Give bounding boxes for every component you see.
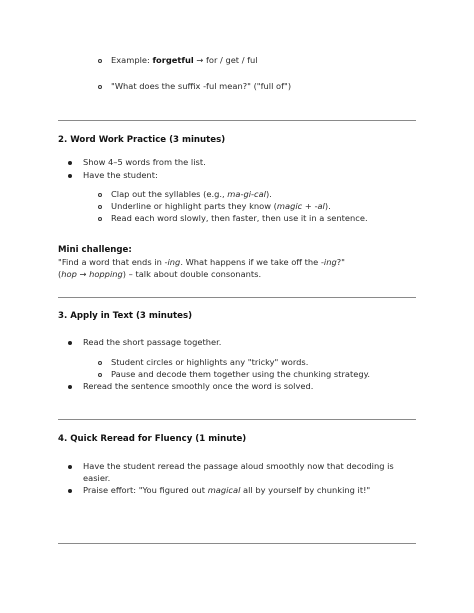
section-divider bbox=[58, 419, 416, 420]
sub-bullet-ring bbox=[98, 373, 102, 377]
bullet-dot bbox=[68, 341, 72, 345]
suffix-question: "What does the suffix -ful mean?" ("full of") bbox=[111, 81, 292, 91]
section3-sub1: Student circles or highlights any "tricky" words. bbox=[111, 357, 309, 367]
section3-bullet1: Read the short passage together. bbox=[83, 337, 222, 347]
mini-challenge-heading: Mini challenge: bbox=[58, 245, 132, 255]
section2-sub2: Underline or highlight parts they know (magic + -al). bbox=[111, 201, 331, 211]
section3-sub2: Pause and decode them together using the chunking strategy. bbox=[111, 369, 370, 379]
section3-bullet2: Reread the sentence smoothly once the word is solved. bbox=[83, 381, 314, 391]
section2-sub1: Clap out the syllables (e.g., ma-gi-cal). bbox=[111, 189, 272, 199]
sub-bullet-ring bbox=[98, 59, 102, 63]
sub-bullet-ring bbox=[98, 217, 102, 221]
section-divider bbox=[58, 543, 416, 544]
mini-challenge-line1: "Find a word that ends in -ing. What happens if we take off the -ing?" bbox=[58, 257, 345, 267]
sub-bullet-ring bbox=[98, 85, 102, 89]
section2-bullet1: Show 4–5 words from the list. bbox=[83, 157, 206, 167]
section3-heading: 3. Apply in Text (3 minutes) bbox=[58, 311, 192, 321]
section2-sub3: Read each word slowly, then faster, then use it in a sentence. bbox=[111, 213, 368, 223]
section2-bullet2: Have the student: bbox=[83, 170, 158, 180]
sub-bullet-ring bbox=[98, 205, 102, 209]
sub-bullet-ring bbox=[98, 193, 102, 197]
bullet-dot bbox=[68, 161, 72, 165]
bullet-dot bbox=[68, 489, 72, 493]
section4-bullet1-line1: Have the student reread the passage aloud smoothly now that decoding is bbox=[83, 461, 394, 471]
bullet-dot bbox=[68, 465, 72, 469]
mini-challenge-line2: (hop → hopping) – talk about double consonants. bbox=[58, 269, 262, 279]
example-line: Example: forgetful → for / get / ful bbox=[111, 55, 258, 65]
section4-bullet1-line2: easier. bbox=[83, 473, 111, 483]
section-divider bbox=[58, 120, 416, 121]
bullet-dot bbox=[68, 385, 72, 389]
bullet-dot bbox=[68, 174, 72, 178]
section4-heading: 4. Quick Reread for Fluency (1 minute) bbox=[58, 434, 247, 444]
section2-heading: 2. Word Work Practice (3 minutes) bbox=[58, 135, 226, 145]
sub-bullet-ring bbox=[98, 361, 102, 365]
section-divider bbox=[58, 297, 416, 298]
section4-bullet2: Praise effort: "You figured out magical all by yourself by chunking it!" bbox=[83, 485, 371, 495]
